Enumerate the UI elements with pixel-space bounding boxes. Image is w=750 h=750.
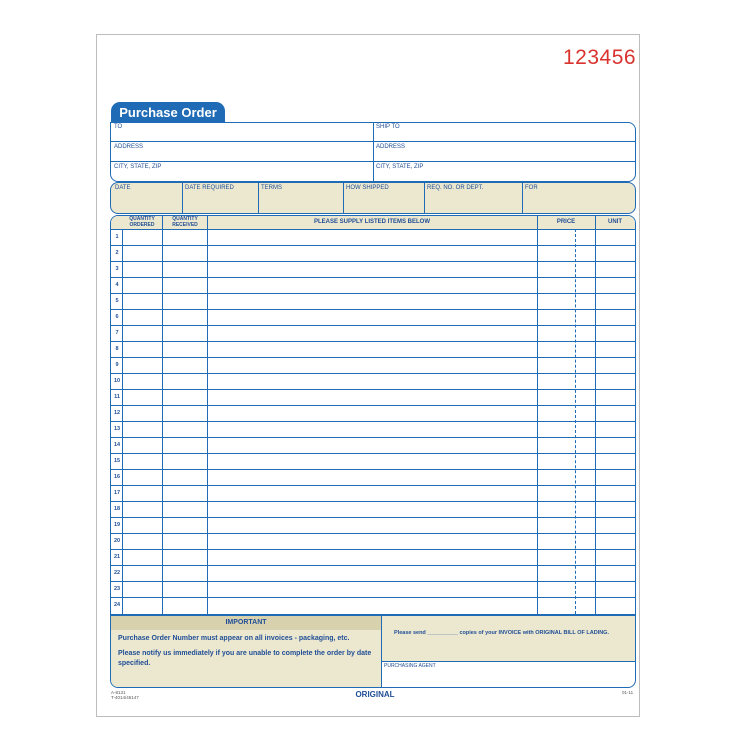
qty-received-header: QUANTITY RECEIVED xyxy=(172,216,198,228)
order-field-divider xyxy=(258,183,259,213)
row-number: 10 xyxy=(113,378,121,384)
invoice-note: Please send __________ copies of your INVOICE with ORIGINAL BILL OF LADING. xyxy=(394,630,609,636)
form-code-right: 01-11 xyxy=(622,690,634,695)
row-number: 17 xyxy=(113,490,121,496)
row-number: 5 xyxy=(115,298,119,304)
invoice-note-box xyxy=(382,616,635,661)
table-row-line xyxy=(111,565,635,566)
table-row-line xyxy=(111,437,635,438)
form-code-left-1: A-8131 xyxy=(111,690,126,695)
row-number: 8 xyxy=(115,346,119,352)
row-number: 24 xyxy=(113,602,121,608)
table-row-line xyxy=(111,597,635,598)
row-number: 2 xyxy=(115,250,119,256)
row-number: 6 xyxy=(115,314,119,320)
row-number: 1 xyxy=(115,234,119,240)
table-row-line xyxy=(111,469,635,470)
table-row-line xyxy=(111,309,635,310)
ship-address-label: ADDRESS xyxy=(376,144,406,150)
unit-header: UNIT xyxy=(608,219,622,225)
form-code-left-2: T-4014/46147 xyxy=(111,695,139,700)
row-number: 13 xyxy=(113,426,121,432)
important-heading: IMPORTANT xyxy=(225,619,267,626)
table-row-line xyxy=(111,293,635,294)
address-divider xyxy=(373,123,374,181)
copy-label: ORIGINAL xyxy=(355,690,395,699)
table-row-line xyxy=(111,261,635,262)
order-field-divider xyxy=(424,183,425,213)
important-line-2: Please notify us immediately if you are unable to complete the order by date specified. xyxy=(118,650,372,667)
table-col-line xyxy=(537,216,538,614)
table-row-line xyxy=(111,453,635,454)
table-col-line xyxy=(207,216,208,614)
items-header: PLEASE SUPPLY LISTED ITEMS BELOW xyxy=(313,219,431,225)
price-header: PRICE xyxy=(556,219,576,225)
important-line-1: Purchase Order Number must appear on all invoices - packaging, etc. xyxy=(118,635,350,642)
table-row-line xyxy=(111,501,635,502)
table-row-line xyxy=(111,581,635,582)
row-number: 21 xyxy=(113,554,121,560)
row-number: 23 xyxy=(113,586,121,592)
row-number: 15 xyxy=(113,458,121,464)
table-row-line xyxy=(111,533,635,534)
row-number: 11 xyxy=(114,394,120,400)
row-number: 9 xyxy=(115,362,119,368)
table-row-line xyxy=(111,389,635,390)
footer-line xyxy=(382,661,635,662)
row-number: 22 xyxy=(113,570,121,576)
table-row-line xyxy=(111,357,635,358)
row-number: 18 xyxy=(113,506,121,512)
table-row-line xyxy=(111,245,635,246)
row-number: 3 xyxy=(115,266,119,272)
form-title: Purchase Order xyxy=(111,102,225,123)
table-row-line xyxy=(111,277,635,278)
city-state-zip-label: CITY, STATE, ZIP xyxy=(114,164,162,170)
terms-label: TERMS xyxy=(261,185,282,191)
row-number: 14 xyxy=(113,442,121,448)
ship-city-state-zip-label: CITY, STATE, ZIP xyxy=(376,164,424,170)
row-number: 7 xyxy=(115,330,119,336)
row-number: 19 xyxy=(113,522,121,528)
table-row-line xyxy=(111,325,635,326)
row-number: 20 xyxy=(113,538,121,544)
table-row-line xyxy=(111,549,635,550)
row-number: 4 xyxy=(115,282,119,288)
table-row-line xyxy=(111,485,635,486)
row-number: 12 xyxy=(113,410,121,416)
req-no-label: REQ. NO. OR DEPT. xyxy=(427,185,484,191)
address-row-line xyxy=(111,161,635,162)
qty-ordered-header: QUANTITY ORDERED xyxy=(129,216,155,228)
form-number: 123456 xyxy=(563,46,637,69)
table-row-line xyxy=(111,341,635,342)
for-label: FOR xyxy=(525,185,538,191)
items-table xyxy=(110,215,636,615)
table-col-line xyxy=(595,216,596,614)
address-row-line xyxy=(111,141,635,142)
table-col-line xyxy=(162,216,163,614)
table-row-line xyxy=(111,517,635,518)
order-field-divider xyxy=(343,183,344,213)
order-field-divider xyxy=(182,183,183,213)
date-required-label: DATE REQUIRED xyxy=(185,185,234,191)
ship-to-label: SHIP TO xyxy=(376,124,400,130)
address-label: ADDRESS xyxy=(114,144,144,150)
table-row-line xyxy=(111,373,635,374)
row-number: 16 xyxy=(113,474,121,480)
to-label: TO xyxy=(114,124,123,130)
date-label: DATE xyxy=(115,185,131,191)
purchasing-agent-label: PURCHASING AGENT xyxy=(384,663,436,669)
table-row-line xyxy=(111,421,635,422)
order-field-divider xyxy=(522,183,523,213)
table-row-line xyxy=(111,405,635,406)
how-shipped-label: HOW SHIPPED xyxy=(346,185,389,191)
